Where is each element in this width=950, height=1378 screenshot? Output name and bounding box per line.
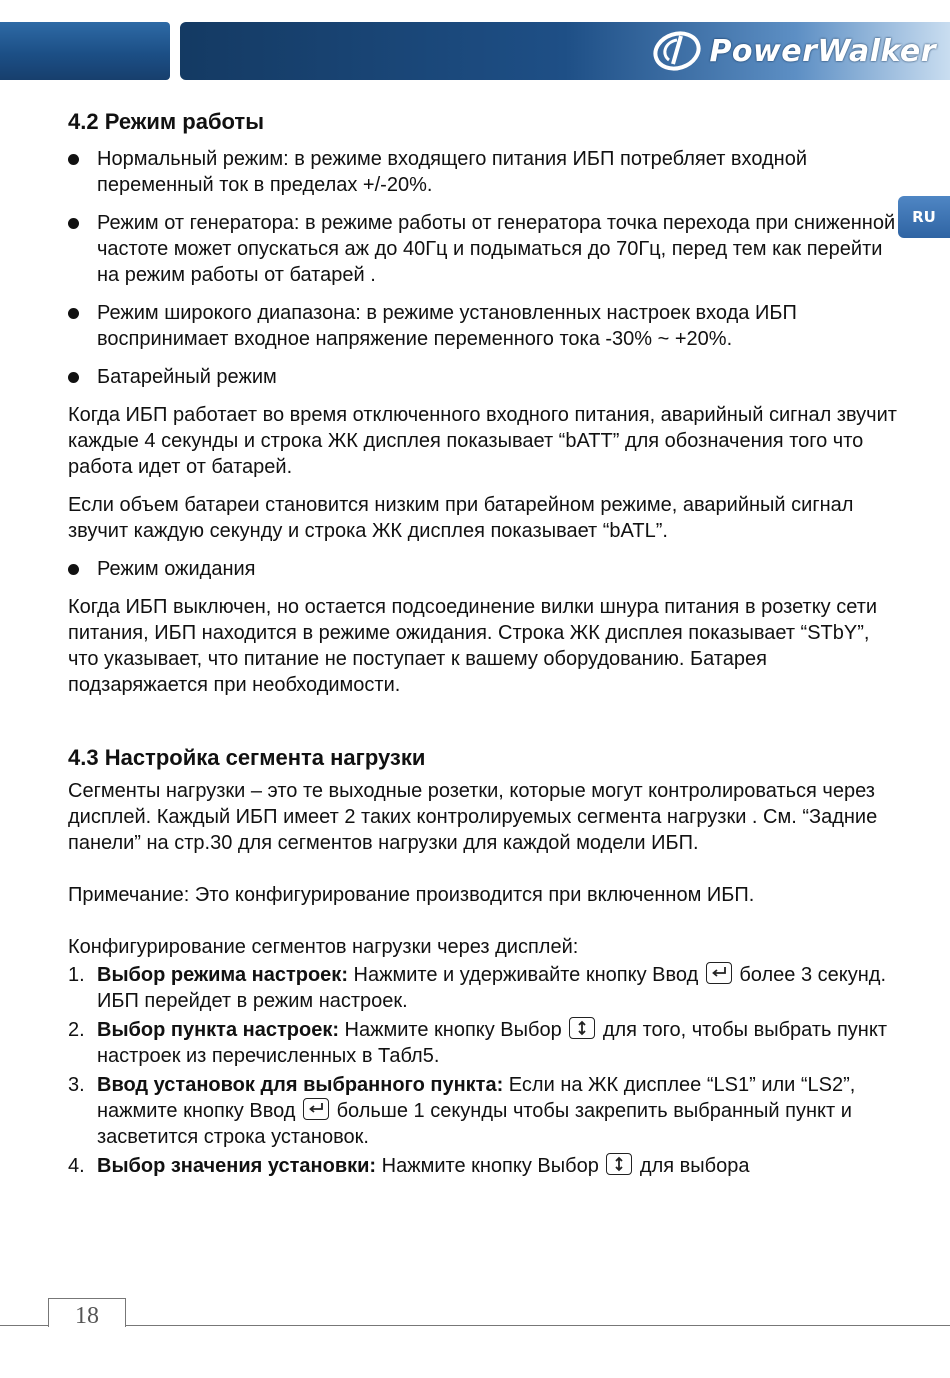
step-text: Нажмите кнопку Выбор <box>338 1019 568 1041</box>
bullet-standby-mode: Режим ожидания <box>68 556 898 582</box>
step-title: Ввод установок для выбранного пункта: <box>97 1074 504 1096</box>
step-text-cont: для того, чтобы выбрать пункт настроек из перечисленных в Табл5. <box>97 1019 887 1067</box>
bullet-battery-mode: Батарейный режим <box>68 364 898 390</box>
step-text: Нажмите кнопку Выбор <box>376 1155 605 1177</box>
page-content <box>68 108 898 1179</box>
configuration-intro: Конфигурирование сегментов нагрузки через дисплей: <box>68 936 579 958</box>
header-band-left <box>0 22 170 80</box>
select-key-icon <box>606 1153 632 1175</box>
brand-name: PowerWalker <box>709 33 936 69</box>
step-3 <box>68 1072 898 1150</box>
step-number: 2. <box>68 1019 85 1041</box>
bullet-generator-mode: Режим от генератора: в режиме работы от генератора точка перехода при сниженной частоте может опускаться аж до 40Гц и подыматься до 70Гц, перед тем как перейти на режим работы от батарей . <box>68 210 898 288</box>
section-title-4-3: 4.3 Настройка сегмента нагрузки <box>68 745 426 770</box>
powerwalker-logo-icon <box>651 30 703 72</box>
step-text-cont: больше 1 секунды чтобы закрепить выбранный пункт и засветится строка установок. <box>97 1100 852 1148</box>
step-number: 1. <box>68 964 85 986</box>
brand-logo <box>651 30 936 72</box>
header-band-right <box>180 22 950 80</box>
step-1 <box>68 962 898 1014</box>
step-2 <box>68 1017 898 1069</box>
section-title-4-2: 4.2 Режим работы <box>68 109 264 134</box>
footer-divider <box>0 1325 950 1326</box>
step-4 <box>68 1153 898 1179</box>
step-text: Нажмите и удерживайте кнопку Ввод <box>347 964 704 986</box>
step-text: Если на ЖК дисплее “LS1” или “LS2”, нажмите кнопку Ввод <box>97 1074 856 1122</box>
step-number: 3. <box>68 1074 85 1096</box>
load-segment-intro: Сегменты нагрузки – это те выходные розетки, которые могут контролироваться через дисплей. Каждый ИБП имеет 2 таких контролируемых сегмента нагрузки . См. “Задние панели” на стр.30 для сегментов нагрузки для каждой модели ИБП. <box>68 780 878 854</box>
step-text-cont: более 3 секунд. ИБП перейдет в режим настроек. <box>97 964 887 1012</box>
bullet-normal-mode: Нормальный режим: в режиме входящего питания ИБП потребляет входной переменный ток в пределах +/-20%. <box>68 146 898 198</box>
header-banner <box>0 22 950 80</box>
enter-key-icon <box>706 962 732 984</box>
step-title: Выбор пункта настроек: <box>97 1019 339 1041</box>
enter-key-icon <box>303 1098 329 1120</box>
bullet-wide-range-mode: Режим широкого диапазона: в режиме установленных настроек входа ИБП воспринимает входное напряжение переменного тока -30% ~ +20%. <box>68 300 898 352</box>
standby-paragraph: Когда ИБП выключен, но остается подсоединение вилки шнура питания в розетку сети питания, ИБП находится в режиме ожидания. Строка ЖК дисплея показывает “STbY”, что указывает, что питание не поступает к вашему оборудованию. Батарея подзаряжается при необходимости. <box>68 596 878 696</box>
select-key-icon <box>569 1017 595 1039</box>
configuration-note: Примечание: Это конфигурирование производится при включенном ИБП. <box>68 884 755 906</box>
battery-paragraph-2: Если объем батареи становится низким при батарейном режиме, аварийный сигнал звучит каждую секунду и строка ЖК дисплея показывает “bATL”. <box>68 494 854 542</box>
step-title: Выбор значения установки: <box>97 1155 377 1177</box>
step-number: 4. <box>68 1155 85 1177</box>
language-tab: RU <box>898 196 950 238</box>
page-number: 18 <box>48 1298 126 1327</box>
step-title: Выбор режима настроек: <box>97 964 348 986</box>
step-text-cont: для выбора <box>634 1155 750 1177</box>
battery-paragraph-1: Когда ИБП работает во время отключенного входного питания, аварийный сигнал звучит каждые 4 секунды и строка ЖК дисплея показывает “bATT” для обозначения того что работа идет от батарей. <box>68 404 897 478</box>
